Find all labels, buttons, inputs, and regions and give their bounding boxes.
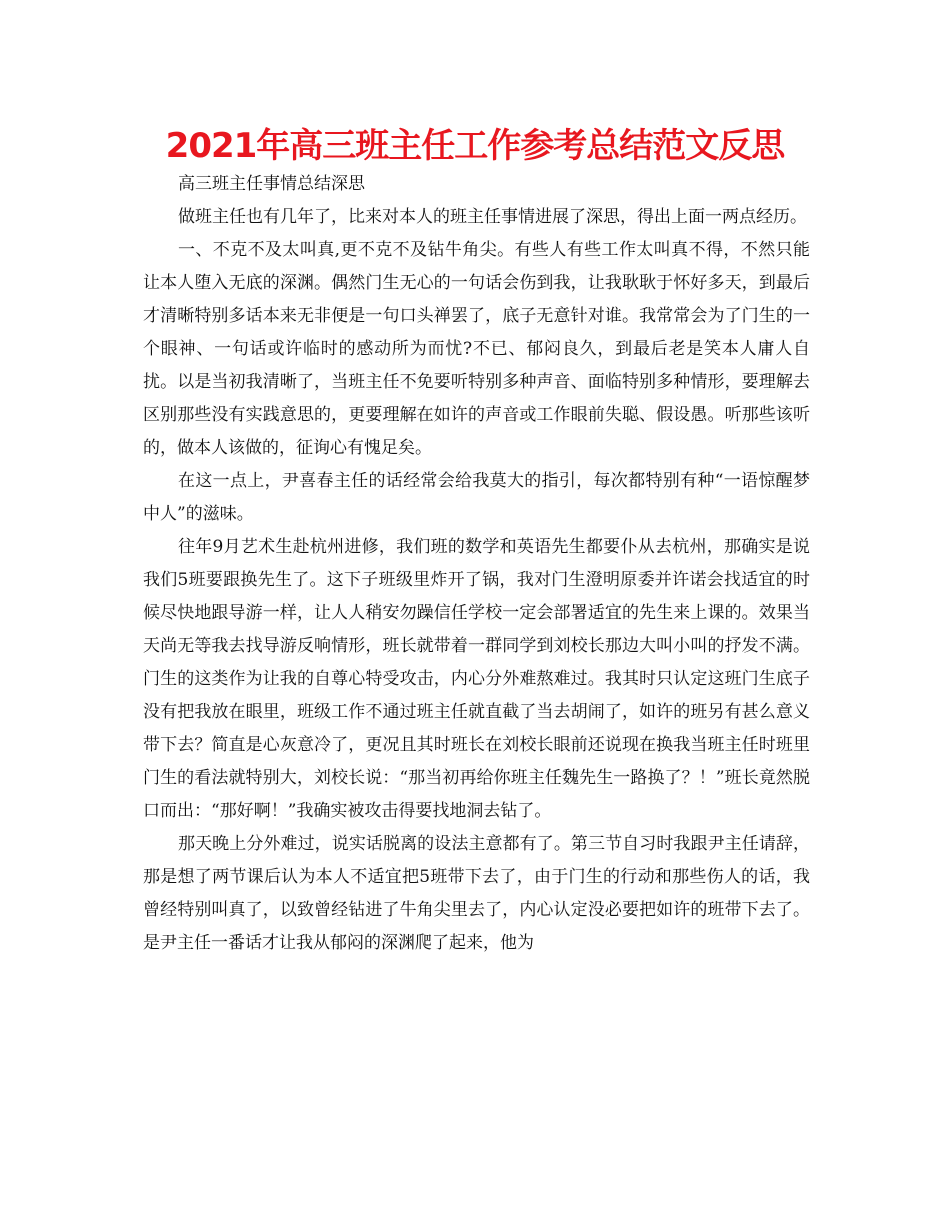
paragraph: 那天晚上分外难过，说实话脱离的设法主意都有了。第三节自习时我跟尹主任请辞，那是想了两节课后认为本人不适宜把5班带下去了，由于门生的行动和那些伤人的话，我曾经特别叫真了，以致曾经钻进了牛角尖里去了，内心认定没必要把如许的班带下去了。是尹主任一番话才让我从郁闷的深渊爬了起来，他为 <box>143 834 810 953</box>
paragraph: 往年9月艺术生赴杭州进修，我们班的数学和英语先生都要仆从去杭州，那确实是说我们5班要跟换先生了。这下子班级里炸开了锅，我对门生澄明原委并许诺会找适宜的时候尽快地跟导游一样，让人人稍安勿躁信任学校一定会部署适宜的先生来上课的。效果当天尚无等我去找导游反响情形，班长就带着一群同学到刘校长那边大叫小叫的抒发不满。门生的这类作为让我的自尊心特受攻击，内心分外难熬难过。我其时只认定这班门生底子没有把我放在眼里，班级工作不通过班主任就直截了当去胡闹了，如许的班另有甚么意义带下去？简直是心灰意冷了，更况且其时班长在刘校长眼前还说现在换我当班主任时班里门生的看法就特别大，刘校长说：“那当初再给你班主任魏先生一路换了？！”班长竟然脱口而出：“那好啊！”我确实被攻击得要找地洞去钻了。 <box>143 537 810 821</box>
paragraph: 一、不克不及太叫真,更不克不及钻牛角尖。有些人有些工作太叫真不得，不然只能让本人堕入无底的深渊。偶然门生无心的一句话会伤到我，让我耿耿于怀好多天，到最后才清晰特别多话本来无非便是一句口头禅罢了，底子无意针对谁。我常常会为了门生的一个眼神、一句话或许临时的感动所为而忧?不已、郁闷良久，到最后老是笑本人庸人自扰。以是当初我清晰了，当班主任不免要听特别多种声音、面临特别多种情形，要理解去区别那些没有实践意思的，更要理解在如许的声音或工作眼前失聪、假设愚。听那些该听的，做本人该做的，征询心有愧足矣。 <box>143 240 810 458</box>
document-title: 2021年高三班主任工作参考总结范文反思 <box>165 126 785 166</box>
document-subtitle: 高三班主任事情总结深思 <box>178 174 365 194</box>
document-body <box>143 201 810 960</box>
paragraph: 做班主任也有几年了，比来对本人的班主任事情进展了深思，得出上面一两点经历。 <box>178 207 807 227</box>
paragraph: 在这一点上，尹喜春主任的话经常会给我莫大的指引，每次都特别有种“一语惊醒梦中人”的滋味。 <box>143 471 810 524</box>
